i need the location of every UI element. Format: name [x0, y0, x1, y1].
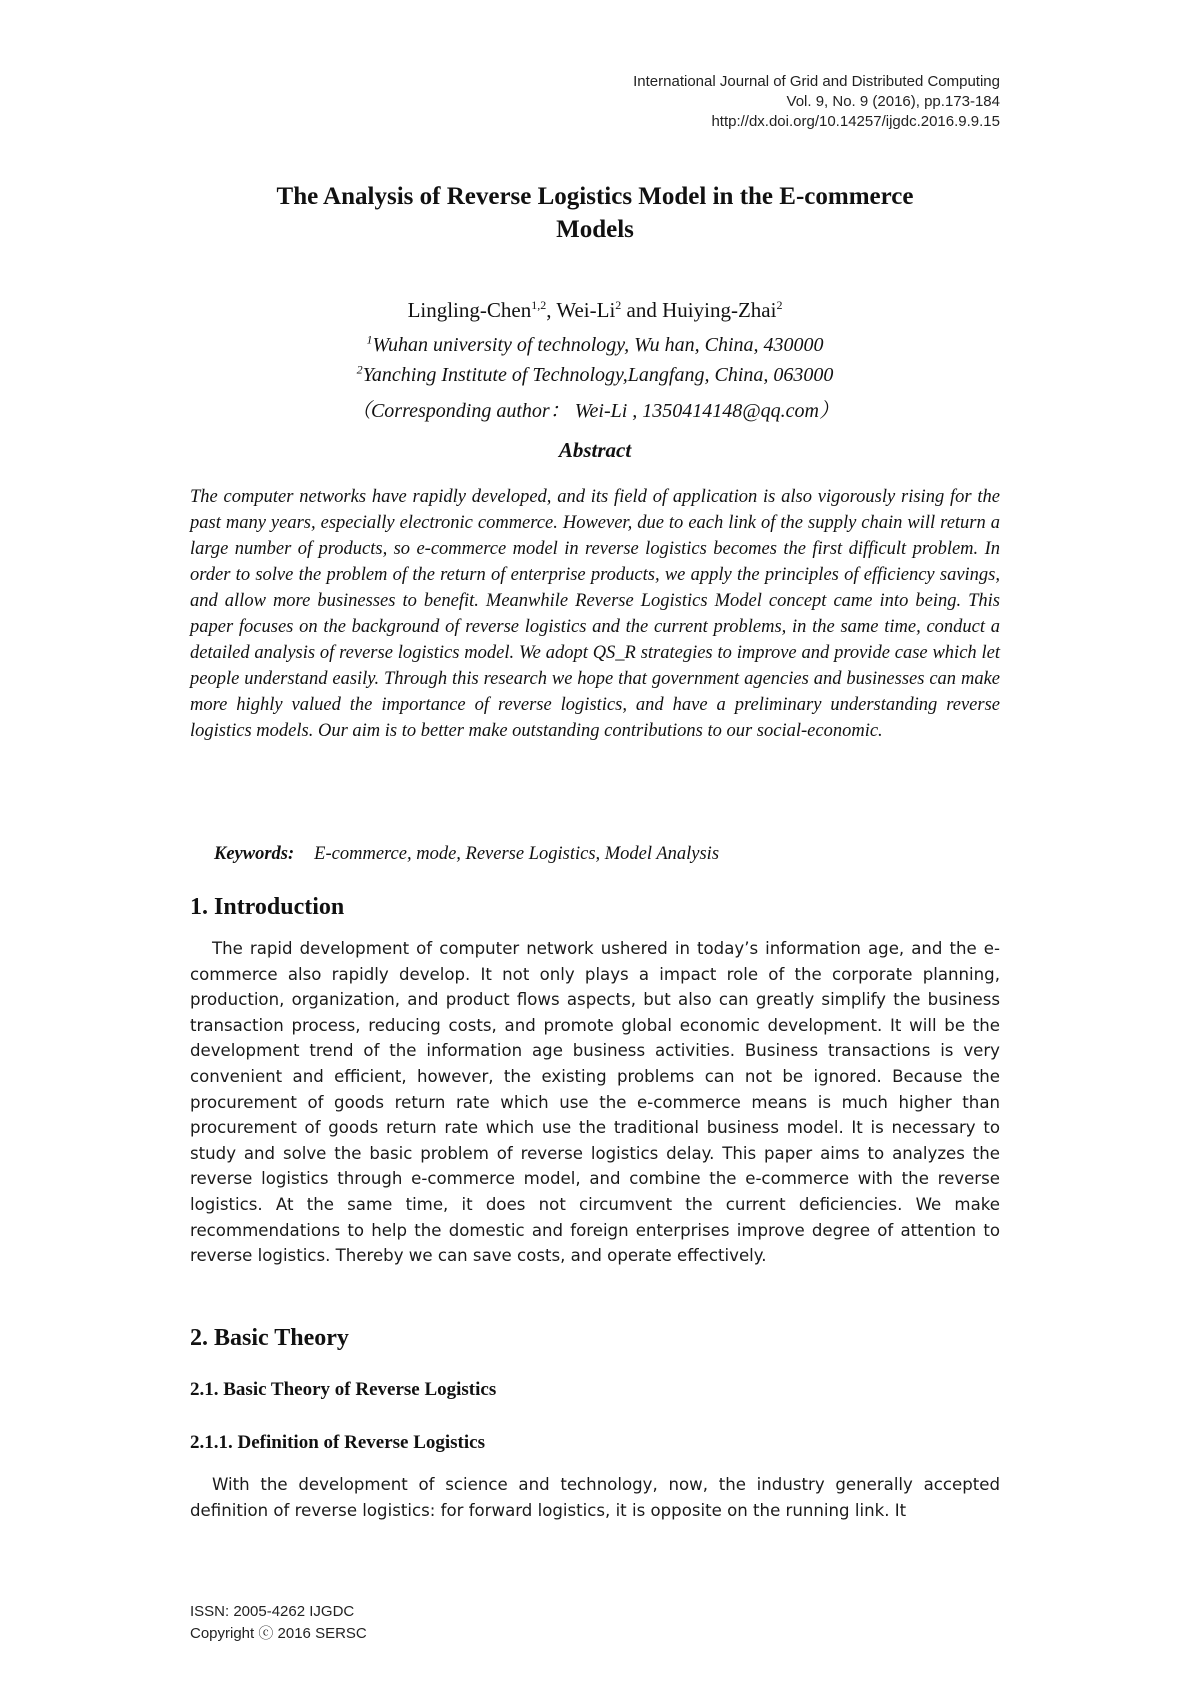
- author-1-sup: 1,2: [531, 298, 547, 312]
- keywords-text: E-commerce, mode, Reverse Logistics, Model Analysis: [314, 844, 720, 864]
- footer-issn: ISSN: 2005-4262 IJGDC: [190, 1603, 355, 1620]
- author-3: and Huiying-Zhai: [621, 298, 777, 322]
- title-line-1: The Analysis of Reverse Logistics Model in the E-commerce: [276, 183, 914, 210]
- affiliation-2: [190, 364, 1000, 387]
- section-2-text: With the development of science and technology, now, the industry generally accepted definition of reverse logistics: for forward logistics, it is opposite on the running link. It: [190, 1475, 1000, 1520]
- author-2-sup: 2: [615, 298, 622, 312]
- footer-copyright: Copyright ⓒ 2016 SERSC: [190, 1625, 367, 1642]
- author-3-sup: 2: [776, 298, 783, 312]
- keywords: [214, 844, 719, 865]
- affiliation-1-sup: 1: [366, 332, 373, 347]
- author-1: Lingling-Chen: [407, 298, 532, 322]
- author-2: , Wei-Li: [546, 298, 616, 322]
- section-2-heading: 2. Basic Theory: [190, 1325, 349, 1351]
- author-list: [190, 298, 1000, 323]
- section-1-heading: 1. Introduction: [190, 894, 345, 920]
- abstract-text: The computer networks have rapidly developed, and its field of application is also vigorously rising for the past many years, especially electronic commerce. However, due to each link of the supply chain will return a large number of products, so e-commerce model in reverse logistics becomes the first difficult problem. In order to solve the problem of the return of enterprise products, we apply the principles of efficiency savings, and allow more businesses to benefit. Meanwhile Reverse Logistics Model concept came into being. This paper focuses on the background of reverse logistics and the current problems, in the same time, conduct a detailed analysis of reverse logistics model. We adopt QS_R strategies to improve and provide case which let people understand easily. Through this research we hope that government agencies and businesses can make more highly valued the importance of reverse logistics, and have a preliminary understanding reverse logistics models. Our aim is to better make outstanding contributions to our social-economic.: [190, 487, 1000, 741]
- page-footer: [190, 1601, 367, 1645]
- corresponding-author: （Corresponding author： Wei-Li , 1350414148@qq.com）: [350, 400, 840, 422]
- abstract-heading: Abstract: [558, 438, 632, 462]
- keywords-label: Keywords:: [214, 844, 295, 864]
- subsection-2-1-heading: 2.1. Basic Theory of Reverse Logistics: [190, 1379, 497, 1400]
- journal-doi[interactable]: http://dx.doi.org/10.14257/ijgdc.2016.9.9.15: [711, 113, 1000, 130]
- journal-name: International Journal of Grid and Distributed Computing: [633, 73, 1000, 90]
- affiliation-1: [190, 334, 1000, 357]
- affiliation-2-sup: 2: [356, 362, 363, 377]
- affiliation-1-text: Wuhan university of technology, Wu han, China, 430000: [372, 334, 824, 356]
- paper-title: [190, 180, 1000, 246]
- subsection-2-1-1-heading: 2.1.1. Definition of Reverse Logistics: [190, 1432, 485, 1453]
- journal-volume: Vol. 9, No. 9 (2016), pp.173-184: [786, 93, 1000, 110]
- section-1-text: The rapid development of computer network ushered in today’s information age, and the e-commerce also rapidly develop. It not only plays a impact role of the corporate planning, production, organization, and product flows aspects, but also can greatly simplify the business transaction process, reducing costs, and promote global economic development. It will be the development trend of the information age business activities. Business transactions is very convenient and efficient, however, the existing problems can not be ignored. Because the procurement of goods return rate which use the e-commerce means is much higher than procurement of goods return rate which use the traditional business model. It is necessary to study and solve the basic problem of reverse logistics delay. This paper aims to analyzes the reverse logistics through e-commerce model, and combine the e-commerce with the reverse logistics. At the same time, it does not circumvent the current deficiencies. We make recommendations to help the domestic and foreign enterprises improve degree of attention to reverse logistics. Thereby we can save costs, and operate effectively.: [190, 939, 1000, 1266]
- journal-header: [633, 72, 1000, 132]
- title-line-2: Models: [556, 216, 634, 243]
- affiliation-2-text: Yanching Institute of Technology,Langfang, China, 063000: [362, 364, 834, 386]
